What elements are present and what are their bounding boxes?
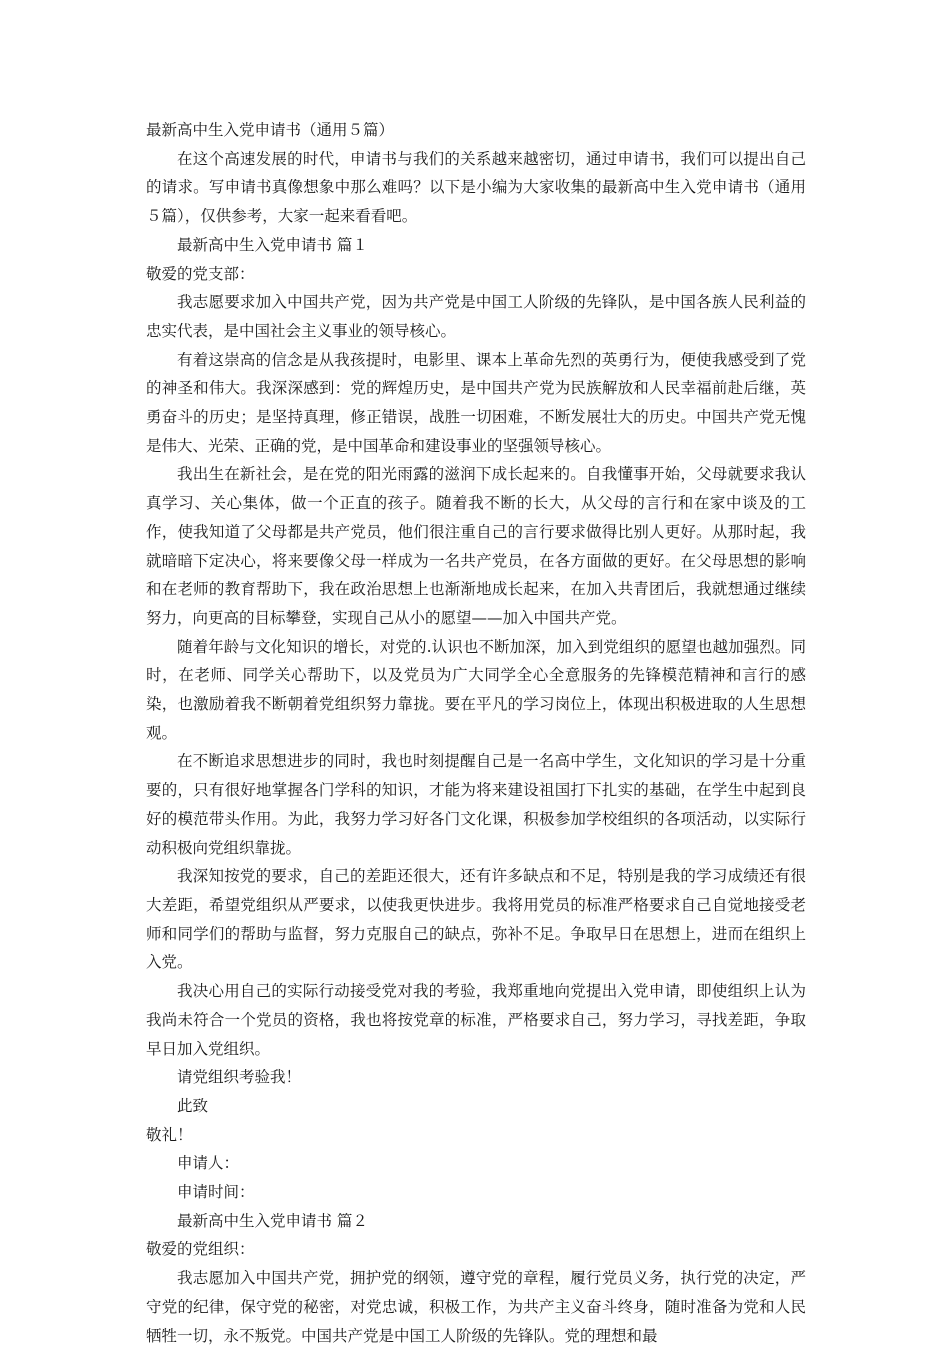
document-title: 最新高中生入党申请书（通用５篇）	[146, 121, 395, 139]
applicant-line: 申请人：	[177, 1154, 240, 1173]
salutation-2: 敬爱的党组织：	[146, 1240, 255, 1259]
section-heading-2: 最新高中生入党申请书 篇２	[177, 1211, 368, 1230]
salutation-1: 敬爱的党支部：	[146, 264, 255, 283]
body-paragraph: 我深知按党的要求，自己的差距还很大，还有许多缺点和不足，特别是我的学习成绩还有很大差距，希望党组织从严要求，以使我更快进步。我将用党员的标准严格要求自己自觉地接受老师和同学们的帮助与监督，努力克服自己的缺点，弥补不足。争取早日在思想上，进而在组织上入党。	[146, 867, 806, 972]
body-paragraph: 随着年龄与文化知识的增长，对党的.认识也不断加深，加入到党组织的愿望也越加强烈。同时，在老师、同学关心帮助下，以及党员为广大同学全心全意服务的先锋模范精神和言行的感染，也激励着我不断朝着党组织努力靠拢。要在平凡的学习岗位上，体现出积极进取的人生思想观。	[146, 637, 806, 742]
body-paragraph: 我志愿要求加入中国共产党，因为共产党是中国工人阶级的先锋队，是中国各族人民利益的忠实代表，是中国社会主义事业的领导核心。	[146, 293, 806, 340]
closing-line: 此致	[177, 1096, 209, 1115]
document-page	[146, 116, 806, 1350]
body-paragraph: 在不断追求思想进步的同时，我也时刻提醒自己是一名高中学生，文化知识的学习是十分重要的，只有很好地掌握各门学科的知识，才能为将来建设祖国打下扎实的基础，在学生中起到良好的模范带头作用。为此，我努力学习好各门文化课，积极参加学校组织的各项活动，以实际行动积极向党组织靠拢。	[146, 752, 806, 857]
section-heading-1: 最新高中生入党申请书 篇１	[177, 235, 368, 254]
body-paragraph: 我决心用自己的实际行动接受党对我的考验，我郑重地向党提出入党申请，即使组织上认为我尚未符合一个党员的资格，我也将按党章的标准，严格要求自己，努力学习，寻找差距，争取早日加入党组织。	[146, 982, 806, 1058]
date-line: 申请时间：	[177, 1183, 255, 1202]
body-paragraph: 我志愿加入中国共产党，拥护党的纲领，遵守党的章程，履行党员义务，执行党的决定，严守党的纪律，保守党的秘密，对党忠诚，积极工作，为共产主义奋斗终身，随时准备为党和人民牺牲一切，永不叛党。中国共产党是中国工人阶级的先锋队。党的理想和最	[146, 1269, 806, 1345]
body-paragraph: 我出生在新社会，是在党的阳光雨露的滋润下成长起来的。自我懂事开始，父母就要求我认真学习、关心集体，做一个正直的孩子。随着我不断的长大，从父母的言行和在家中谈及的工作，使我知道了父母都是共产党员，他们很注重自己的言行要求做得比别人更好。从那时起，我就暗暗下定决心，将来要像父母一样成为一名共产党员，在各方面做的更好。在父母思想的影响和在老师的教育帮助下，我在政治思想上也渐渐地成长起来，在加入共青团后，我就想通过继续努力，向更高的目标攀登，实现自己从小的愿望——加入中国共产党。	[146, 465, 806, 627]
body-paragraph: 有着这崇高的信念是从我孩提时，电影里、课本上革命先烈的英勇行为，便使我感受到了党的神圣和伟大。我深深感到：党的辉煌历史，是中国共产党为民族解放和人民幸福前赴后继，英勇奋斗的历史；是坚持真理，修正错误，战胜一切困难，不断发展壮大的历史。中国共产党无愧是伟大、光荣、正确的党，是中国革命和建设事业的坚强领导核心。	[146, 350, 806, 455]
closing-salute: 敬礼！	[146, 1125, 193, 1144]
intro-paragraph: 在这个高速发展的时代，申请书与我们的关系越来越密切，通过申请书，我们可以提出自己的请求。写申请书真像想象中那么难吗？以下是小编为大家收集的最新高中生入党申请书（通用５篇），仅供参考，大家一起来看看吧。	[146, 149, 806, 226]
body-paragraph: 请党组织考验我！	[177, 1068, 302, 1087]
